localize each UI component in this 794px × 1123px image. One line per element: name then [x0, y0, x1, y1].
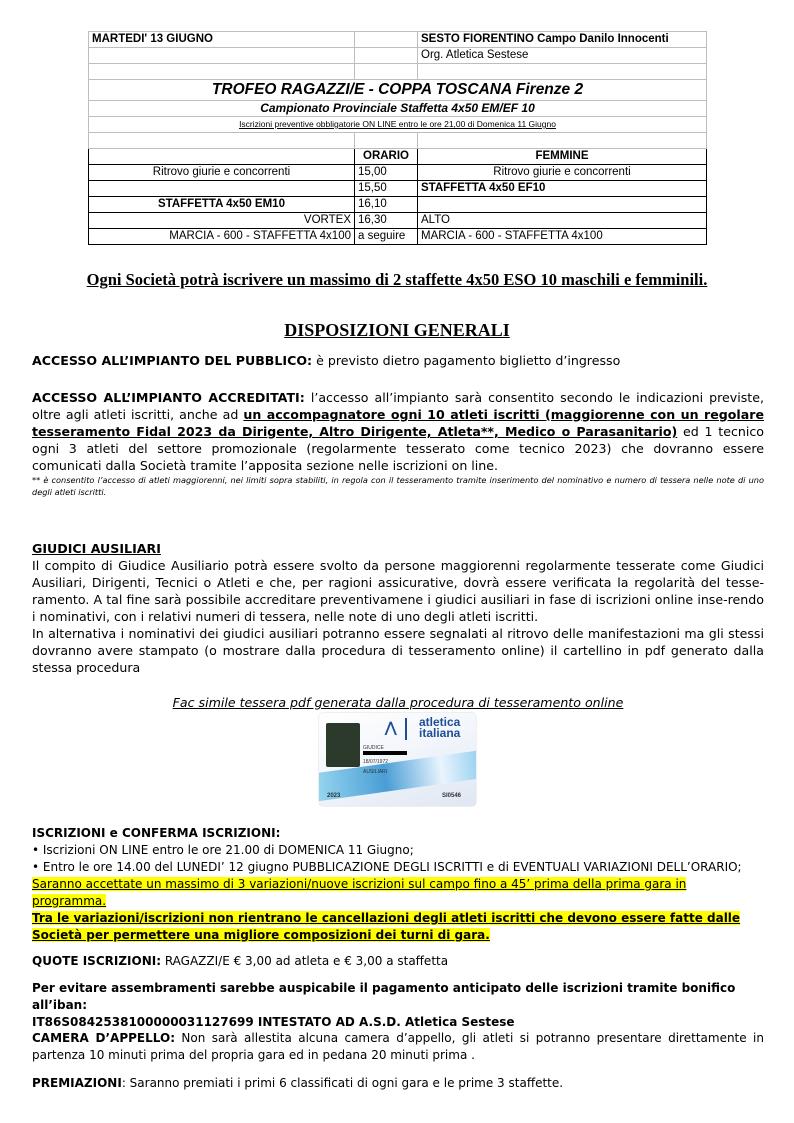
- atletica-italiana-logo: atletica italiana: [419, 715, 461, 740]
- table-row: 15,50 STAFFETTA 4x50 EF10: [89, 181, 707, 197]
- event-subtitle: Campionato Provinciale Staffetta 4x50 EM/EF 10: [89, 101, 707, 117]
- iscrizioni-section: ISCRIZIONI e CONFERMA ISCRIZIONI: • Iscrizioni ON LINE entro le ore 21.00 di DOMENICA 11 Giugno; • Entro le ore 14.00 del LUNEDI’ 12 giugno PUBBLICAZIONE DEGLI ISCRITTI e di EVENTUALI VARIAZIONI DELL’ORARIO; Saranno accettate un massimo di 3 variazioni/nuove iscrizioni sul campo fino a 45’ prima della prima gara in programma. Tra le variazioni/iscrizioni non rientrano le cancellazioni degli atleti iscritti che devono essere fatte dalle Società per permettere una migliore composizioni dei turni di gara.: [32, 826, 742, 942]
- giudici-section: GIUDICI AUSILIARI Il compito di Giudice Ausiliario potrà essere svolto da persone maggiorenni regolarmente tesserate come Giudici Ausiliari, Dirigenti, Tecnici o Atleti e che, per ragioni assicurative, dovrà essere verificata la regolarità del tesse-ramento. A tal fine sarà possibile accreditare preventivamene i giudici ausiliari in fase di iscrizioni online inse-rendo i nominativi, con i relativi numeri di tessera, nelle note di uno degli atleti iscritti. In alternativa i nominativi dei giudici ausiliari potranno essere segnalati al ritrovo delle manifestazioni ma gli stessi dovranno avere stampato (o mostrare dalla procedura di tesseramento online) il cartellino in pdf generato dalla stessa procedura: [32, 541, 764, 675]
- col-femmine-header: FEMMINE: [418, 149, 707, 165]
- table-row: STAFFETTA 4x50 EM10 16,10: [89, 197, 707, 213]
- highlight-cancellations: Tra le variazioni/iscrizioni non rientrano le cancellazioni degli atleti iscritti che devono essere fatte dalle Società per permettere una migliore composizioni dei turni di gara.: [32, 911, 741, 942]
- relay-limit-notice: Ogni Società potrà iscrivere un massimo di 2 staffette 4x50 ESO 10 maschili e femminili.: [86, 270, 708, 289]
- premiazioni: PREMIAZIONI: Saranno premiati i primi 6 classificati di ogni gara e le prime 3 staffette.: [32, 1076, 564, 1090]
- table-row: MARCIA - 600 - STAFFETTA 4x100 a seguire MARCIA - 600 - STAFFETTA 4x100: [89, 229, 707, 245]
- highlight-variations: Saranno accettate un massimo di 3 variazioni/nuove iscrizioni sul campo fino a 45’ prima della prima gara in programma.: [32, 877, 687, 908]
- event-title: TROFEO RAGAZZI/E - COPPA TOSCANA Firenze 2: [89, 80, 707, 101]
- registration-note: Iscrizioni preventive obbligatorie ON LINE entro le ore 21,00 di Domenica 11 Giugno: [89, 117, 707, 133]
- event-organizer: Org. Atletica Sestese: [418, 48, 707, 64]
- accesso-pubblico: ACCESSO ALL’IMPIANTO DEL PUBBLICO: è previsto dietro pagamento biglietto d’ingresso: [32, 353, 621, 368]
- redacted-name: [363, 751, 407, 755]
- col-orario-header: ORARIO: [355, 149, 418, 165]
- schedule-table: [88, 31, 707, 245]
- pagamento: Per evitare assembramenti sarebbe auspicabile il pagamento anticipato delle iscrizioni tramite bonifico all’iban: IT86S0842538100000031127699 INTESTATO AD A.S.D. Atletica Sestese: [32, 981, 736, 1029]
- quote-iscrizioni: QUOTE ISCRIZIONI: RAGAZZI/E € 3,00 ad atleta e € 3,00 a staffetta: [32, 954, 449, 968]
- giudici-title: GIUDICI AUSILIARI: [32, 541, 161, 556]
- footnote: ** è consentito l’accesso di atleti maggiorenni, nei limiti sopra stabiliti, in regola con il tesseramento tramite inserimento del nominativo e numero di tessera nelle note di uno degli atleti iscritti.: [32, 475, 764, 497]
- event-date: MARTEDI' 13 GIUGNO: [89, 32, 355, 48]
- table-row: VORTEX 16,30 ALTO: [89, 213, 707, 229]
- accesso-accreditati: ACCESSO ALL’IMPIANTO ACCREDITATI: l’accesso all’impianto sarà consentito secondo le indicazioni previste, oltre agli atleti iscritti, anche ad un accompagnatore ogni 10 atleti iscritti (maggiorenne con un regolare tesseramento Fidal 2023 da Dirigente, Altro Dirigente, Atleta**, Medico o Parasanitario) ed 1 tecnico ogni 3 atleti del settore promozionale (regolarmente tesserato come tecnico 2023) che dovranno essere comunicati dalla Società tramite l’apposita sezione nelle iscrizioni on line. ** è consentito l’accesso di atleti maggiorenni, nei limiti sopra stabiliti, in regola con il tesseramento tramite inserimento del nominativo e numero di tessera nelle note di uno degli atleti iscritti.: [32, 390, 764, 497]
- card-caption: Fac simile tessera pdf generata dalla procedura di tesseramento online: [172, 695, 624, 710]
- camera-appello: CAMERA D’APPELLO: Non sarà allestita alcuna camera d’appello, gli atleti si potranno presentare direttamente in partenza 10 minuti prima del propria gara ed in pedana 20 minuti prima .: [32, 1031, 764, 1062]
- redacted-photo: [326, 723, 360, 767]
- table-row: Ritrovo giurie e concorrenti 15,00 Ritrovo giurie e concorrenti: [89, 165, 707, 181]
- event-venue: SESTO FIORENTINO Campo Danilo Innocenti: [418, 32, 707, 48]
- fidal-logo-icon: ⋀: [385, 719, 397, 735]
- section-title: DISPOSIZIONI GENERALI: [284, 320, 510, 340]
- membership-card-image: ⋀ atletica italiana GIUDICE 18/07/1972 AUSILIARI 2023 SI0546: [319, 713, 476, 806]
